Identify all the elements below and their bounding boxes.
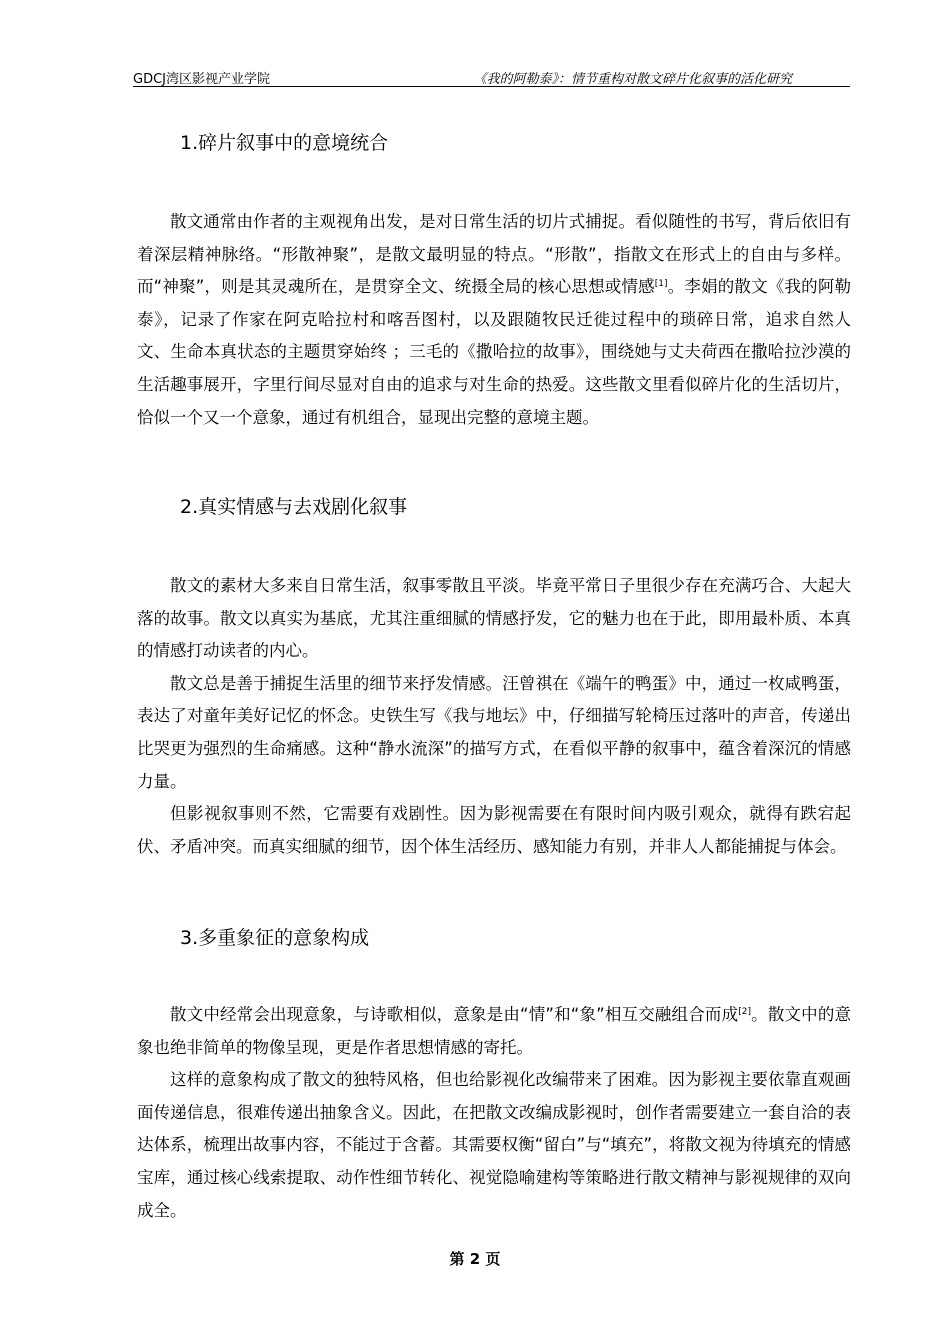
citation-ref: [2] [738, 1007, 751, 1017]
section-1-heading: 1.碎片叙事中的意境统合 [180, 132, 389, 154]
section-3-body [137, 999, 851, 1227]
citation-ref: [1] [654, 279, 668, 290]
header-paper-title: 《我的阿勒泰》：情节重构对散文碎片化叙事的活化研究 [473, 72, 792, 87]
page-number: 第 2 页 [449, 1250, 501, 1268]
paragraph: 散文通常由作者的主观视角出发，是对日常生活的切片式捕捉。看似随性的书写，背后依旧有着深层精神脉络。“形散神聚”，是散文最明显的特点。“形散”，指散文在形式上的自由与多样。而“神聚”，则是其灵魂所在，是贯穿全文、统摄全局的核心思想或情感[1]。李娟的散文《我的阿勒泰》，记录了作家在阿克哈拉村和喀吾图村，以及跟随牧民迁徙过程中的琐碎日常，追求自然人文、生命本真状态的主题贯穿始终 ；三毛的《撒哈拉的故事》，围绕她与丈夫荷西在撒哈拉沙漠的生活趣事展开，字里行间尽显对自由的追求与对生命的热爱。这些散文里看似碎片化的生活切片，恰似一个又一个意象，通过有机组合，显现出完整的意境主题。 [137, 212, 852, 427]
section-2-body [137, 570, 851, 863]
paragraph: 但影视叙事则不然，它需要有戏剧性。因为影视需要在有限时间内吸引观众，就得有跌宕起伏、矛盾冲突。而真实细腻的细节，因个体生活经历、感知能力有别，并非人人都能捕捉与体会。 [137, 804, 851, 856]
paragraph: 散文总是善于捕捉生活里的细节来抒发情感。汪曾祺在《端午的鸭蛋》中，通过一枚咸鸭蛋，表达了对童年美好记忆的怀念。史铁生写《我与地坛》中，仔细描写轮椅压过落叶的声音，传递出比哭更为强烈的生命痛感。这种“静水流深”的描写方式，在看似平静的叙事中，蕴含着深沉的情感力量。 [137, 673, 851, 791]
section-2-heading: 2.真实情感与去戏剧化叙事 [180, 496, 408, 518]
page-header [133, 66, 850, 87]
paragraph: 这样的意象构成了散文的独特风格，但也给影视化改编带来了困难。因为影视主要依靠直观画面传递信息，很难传递出抽象含义。因此，在把散文改编成影视时，创作者需要建立一套自洽的表达体系，梳理出故事内容，不能过于含蓄。其需要权衡“留白”与“填充”，将散文视为待填充的情感宝库，通过核心线索提取、动作性细节转化、视觉隐喻建构等策略进行散文精神与影视规律的双向成全。 [137, 1070, 851, 1220]
paragraph: 散文的素材大多来自日常生活，叙事零散且平淡。毕竟平常日子里很少存在充满巧合、大起大落的故事。散文以真实为基底，尤其注重细腻的情感抒发，它的魅力也在于此，即用最朴质、本真的情感打动读者的内心。 [137, 576, 851, 661]
paragraph: 散文中经常会出现意象，与诗歌相似，意象是由“情”和“象”相互交融组合而成[2]。散文中的意象也绝非简单的物像呈现，更是作者思想情感的寄托。 [137, 1005, 851, 1057]
section-1-body [137, 206, 851, 434]
header-institution: GDCJ湾区影视产业学院 [133, 72, 270, 87]
section-3-heading: 3.多重象征的意象构成 [180, 927, 370, 949]
